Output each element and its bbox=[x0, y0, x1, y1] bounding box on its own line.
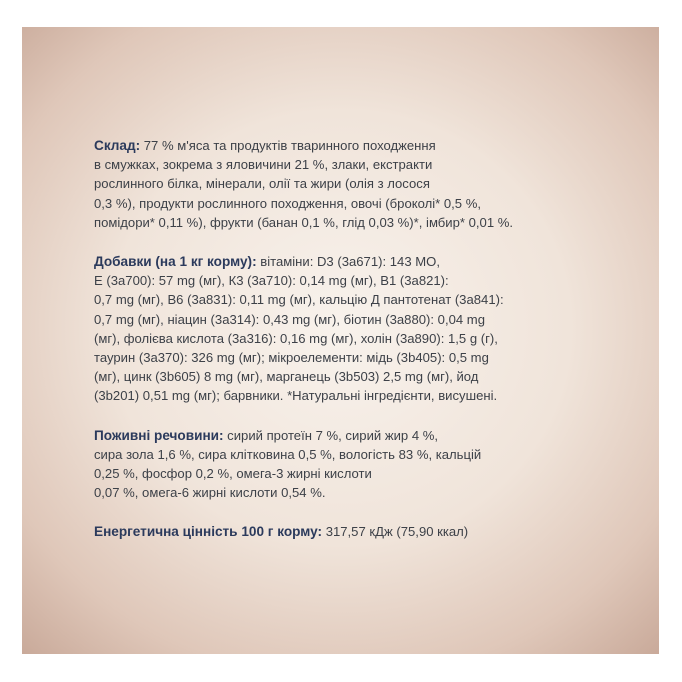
composition-heading: Склад: bbox=[94, 138, 141, 153]
nutrients-paragraph bbox=[94, 426, 594, 503]
additives-text: вітаміни: D3 (3a671): 143 МО, Е (3a700): 57 mg (мг), К3 (3a710): 0,14 mg (мг), В1 (3a821): 0,7 mg (мг), В6 (3a831): 0,11 mg (мг), кальцію Д пантотенат (3a841): 0,7 mg (мг), ніацин (3a314): 0,43 mg (мг), біотин (3a880): 0,04 mg (мг), фолієва кислота (3a316): 0,16 mg (мг), холін (3a890): 1,5 g (г), таурин (3a370): 326 mg (мг); мікроелементи: мідь (3b405): 0,5 mg (мг), цинк (3b605) 8 mg (мг), марганець (3b503) 2,5 mg (мг), йод (3b201) 0,51 mg (мг); барвники. *Натуральні інгредієнти, висушені. bbox=[94, 254, 504, 404]
nutrients-heading: Поживні речовини: bbox=[94, 427, 224, 443]
nutrients-text: сирий протеїн 7 %, сирий жир 4 %, сира зола 1,6 %, сира клітковина 0,5 %, вологість 83 %, кальцій 0,25 %, фосфор 0,2 %, омега-3 жирні кислоти 0,07 %, омега-6 жирні кислоти 0,54 %. bbox=[94, 427, 482, 501]
energy-text: 317,57 кДж (75,90 ккал) bbox=[322, 524, 469, 540]
composition-text-block bbox=[94, 136, 594, 562]
product-info-card bbox=[22, 27, 659, 654]
composition-text: 77 % м'яса та продуктів тваринного походження в смужках, зокрема з яловичини 21 %, злаки, екстракти рослинного білка, мінерали, олії та жири (олія з лосося 0,3 %), продукти рослинного походження, овочі (броколі* 0,5 %, помідори* 0,11 %), фрукти (банан 0,1 %, глід 0,03 %)*, імбир* 0,01 %. bbox=[94, 138, 514, 230]
additives-paragraph bbox=[94, 252, 594, 406]
additives-heading: Добавки (на 1 кг корму): bbox=[94, 254, 257, 270]
energy-heading: Енергетична цінність 100 г корму: bbox=[94, 524, 323, 540]
composition-paragraph bbox=[94, 136, 594, 232]
energy-paragraph bbox=[94, 522, 594, 541]
